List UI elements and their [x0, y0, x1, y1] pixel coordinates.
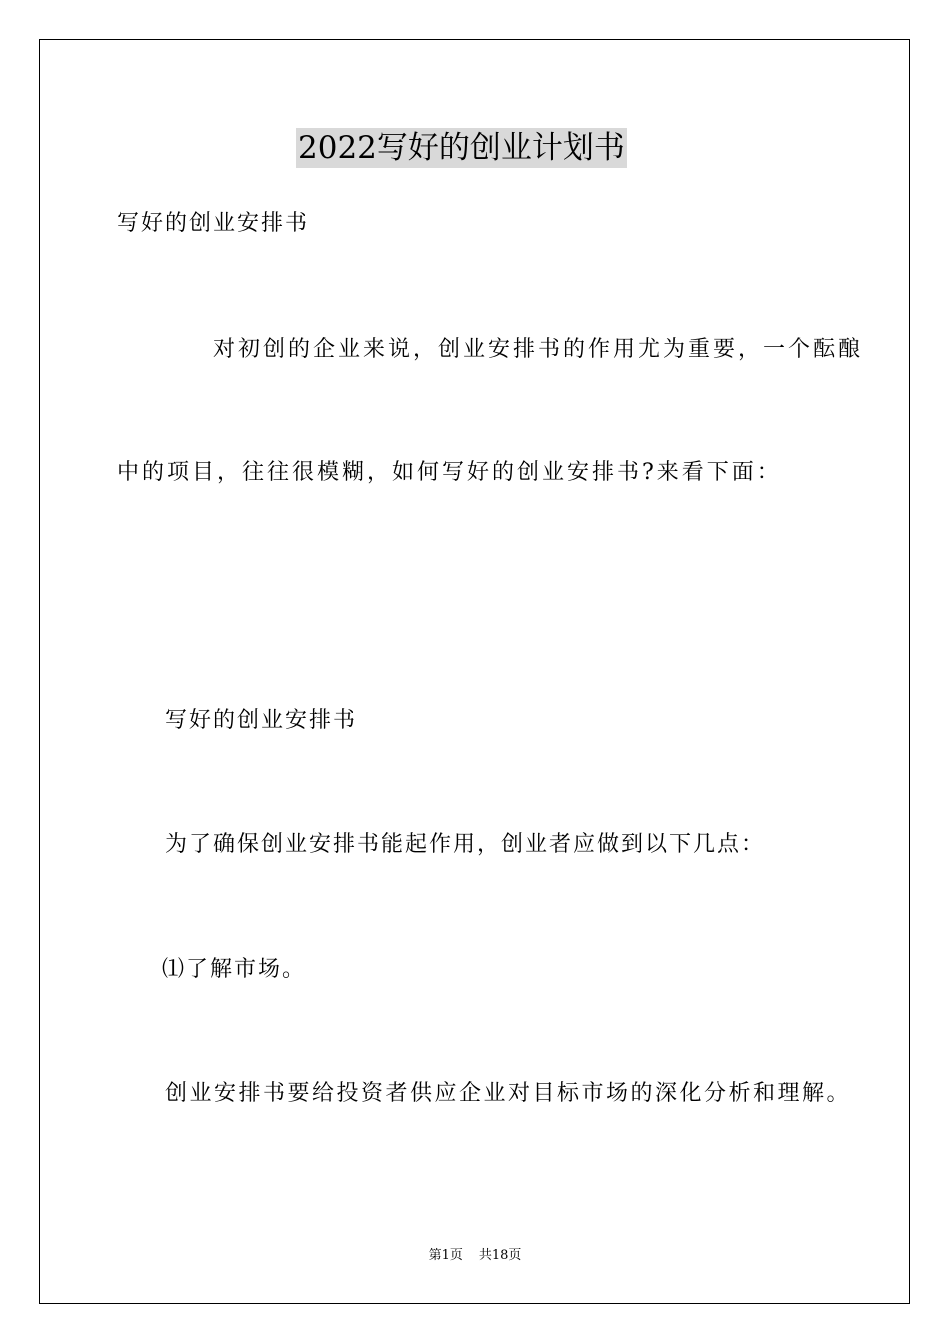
page-total: 共18页	[478, 1248, 522, 1263]
page-footer	[0, 1247, 950, 1265]
paragraph-intro-line-1: 对初创的企业来说，创业安排书的作用尤为重要，一个酝酿	[213, 337, 864, 362]
paragraph-subtitle: 写好的创业安排书	[117, 211, 310, 236]
list-item-1: ⑴了解市场。	[162, 957, 307, 982]
document-title: 2022写好的创业计划书	[298, 130, 625, 166]
paragraph-intro-line-2: 中的项目，往往很模糊，如何写好的创业安排书?来看下面：	[117, 460, 782, 485]
paragraph-points-intro: 为了确保创业安排书能起作用，创业者应做到以下几点：	[165, 832, 766, 857]
section-heading: 写好的创业安排书	[165, 708, 358, 733]
page-number: 第1页	[428, 1248, 463, 1263]
paragraph-market: 创业安排书要给投资者供应企业对目标市场的深化分析和理解。	[165, 1081, 852, 1106]
